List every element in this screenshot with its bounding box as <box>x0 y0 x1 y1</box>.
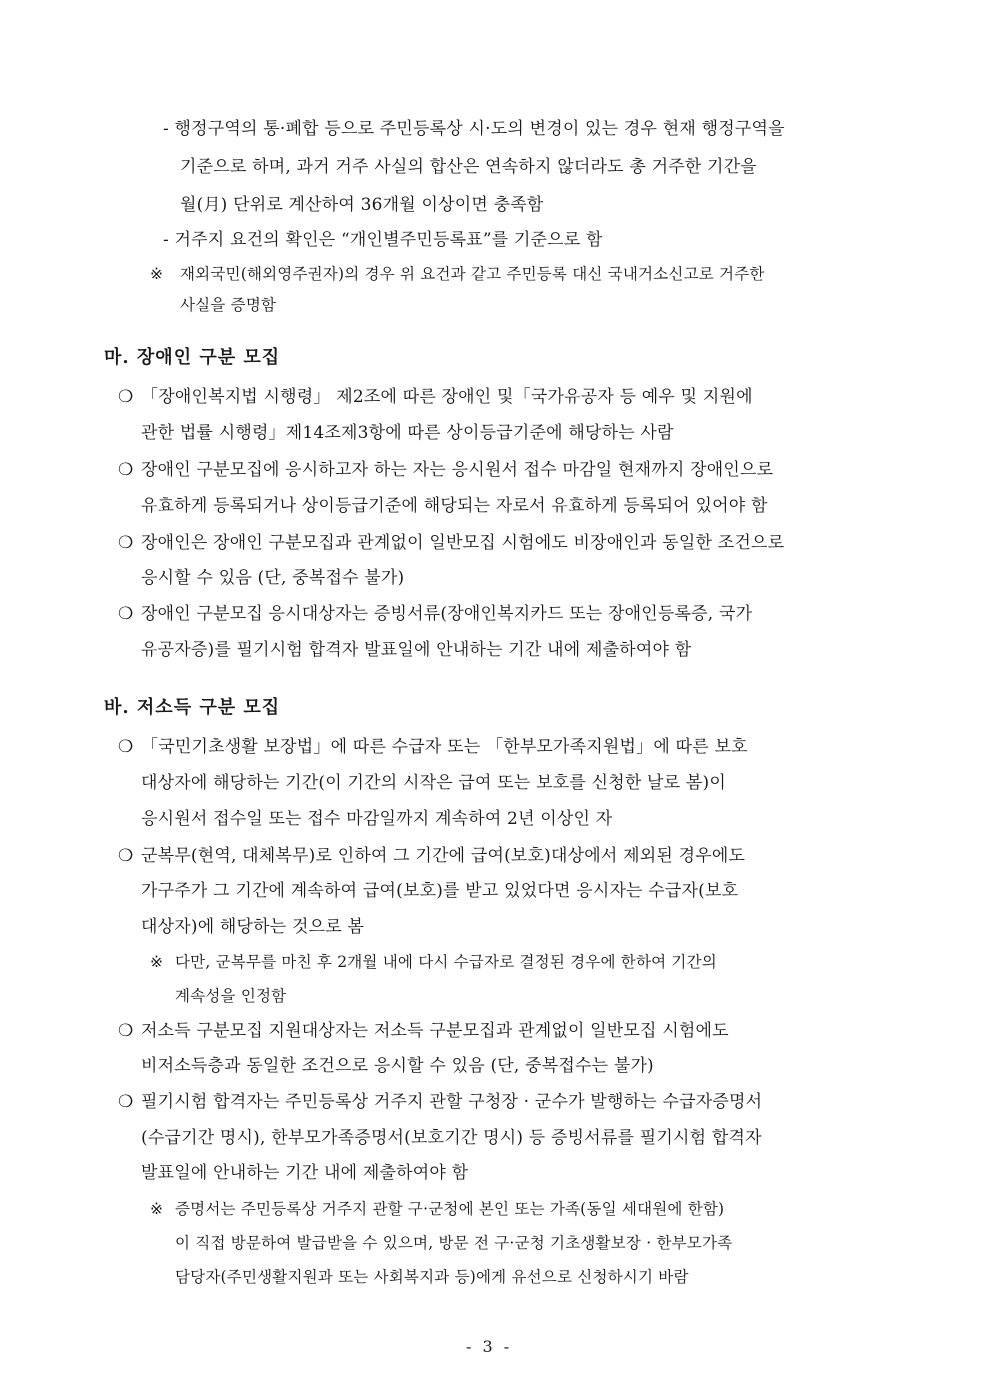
intro-line: 월(月) 단위로 계산하여 36개월 이상이면 충족함 <box>180 195 544 215</box>
intro-line: 기준으로 하며, 과거 거주 사실의 합산은 연속하지 않더라도 총 거주한 기간을 <box>180 157 757 177</box>
note-line: 계속성을 인정함 <box>175 987 287 1005</box>
note-symbol: ※ <box>150 265 164 283</box>
list-item-line: 「국민기초생활 보장법」에 따른 수급자 또는 「한부모가족지원법」에 따른 보호 <box>141 737 748 757</box>
bullet-icon: ❍ <box>118 1021 134 1041</box>
list-item-line: 응시할 수 있음 (단, 중복접수 불가) <box>141 568 405 588</box>
list-item-line: 군복무(현역, 대체복무)로 인하여 그 기간에 급여(보호)대상에서 제외된 경우에도 <box>141 846 746 866</box>
intro-line: - 거주지 요건의 확인은 “개인별주민등록표”를 기준으로 함 <box>163 230 603 250</box>
list-item-line: 유효하게 등록되거나 상이등급기준에 해당되는 자로서 유효하게 등록되어 있어야 함 <box>141 496 768 516</box>
bullet-icon: ❍ <box>118 604 134 624</box>
note-symbol: ※ <box>150 953 164 971</box>
list-item-line: 장애인 구분모집 응시대상자는 증빙서류(장애인복지카드 또는 장애인등록증, 국가 <box>141 604 753 624</box>
list-item-line: 장애인 구분모집에 응시하고자 하는 자는 응시원서 접수 마감일 현재까지 장애인으로 <box>141 460 774 480</box>
bullet-icon: ❍ <box>118 460 134 480</box>
list-item-line: (수급기간 명시), 한부모가족증명서(보호기간 명시) 등 증빙서류를 필기시험 합격자 <box>141 1128 762 1148</box>
list-item-line: 저소득 구분모집 지원대상자는 저소득 구분모집과 관계없이 일반모집 시험에도 <box>141 1021 729 1041</box>
page-number: - 3 - <box>466 1337 513 1356</box>
bullet-icon: ❍ <box>118 737 134 757</box>
list-item-line: 응시원서 접수일 또는 접수 마감일까지 계속하여 2년 이상인 자 <box>141 809 613 829</box>
note-line: 담당자(주민생활지원과 또는 사회복지과 등)에게 유선으로 신청하시기 바람 <box>175 1268 689 1286</box>
note-line: 증명서는 주민등록상 거주지 관할 구·군청에 본인 또는 가족(동일 세대원에 한함) <box>175 1200 725 1218</box>
section-heading: 마. 장애인 구분 모집 <box>104 347 281 368</box>
bullet-icon: ❍ <box>118 533 134 553</box>
list-item-line: 대상자)에 해당하는 것으로 봄 <box>141 917 365 937</box>
list-item-line: 관한 법률 시행령」제14조제3항에 따른 상이등급기준에 해당하는 사람 <box>141 423 674 443</box>
note-line: 사실을 증명함 <box>180 296 277 314</box>
intro-line: - 행정구역의 통·폐합 등으로 주민등록상 시·도의 변경이 있는 경우 현재 행정구역을 <box>163 119 785 139</box>
bullet-icon: ❍ <box>118 387 134 407</box>
list-item-line: 가구주가 그 기간에 계속하여 급여(보호)를 받고 있었다면 응시자는 수급자(보호 <box>141 881 739 901</box>
list-item-line: 장애인은 장애인 구분모집과 관계없이 일반모집 시험에도 비장애인과 동일한 조건으로 <box>141 533 785 553</box>
note-symbol: ※ <box>150 1200 164 1218</box>
note-line: 이 직접 방문하여 발급받을 수 있으며, 방문 전 구·군청 기초생활보장 · 한부모가족 <box>175 1234 733 1252</box>
list-item-line: 유공자증)를 필기시험 합격자 발표일에 안내하는 기간 내에 제출하여야 함 <box>141 640 692 660</box>
list-item-line: 「장애인복지법 시행령」 제2조에 따른 장애인 및「국가유공자 등 예우 및 지원에 <box>141 387 753 407</box>
bullet-icon: ❍ <box>118 846 134 866</box>
list-item-line: 발표일에 안내하는 기간 내에 제출하여야 함 <box>141 1163 469 1183</box>
list-item-line: 비저소득층과 동일한 조건으로 응시할 수 있음 (단, 중복접수는 불가) <box>141 1056 654 1076</box>
note-line: 다만, 군복무를 마친 후 2개월 내에 다시 수급자로 결정된 경우에 한하여 기간의 <box>175 953 717 971</box>
note-line: 재외국민(해외영주권자)의 경우 위 요건과 같고 주민등록 대신 국내거소신고로 거주한 <box>180 265 765 283</box>
section-heading: 바. 저소득 구분 모집 <box>104 697 281 718</box>
list-item-line: 필기시험 합격자는 주민등록상 거주지 관할 구청장 · 군수가 발행하는 수급자증명서 <box>141 1092 763 1112</box>
bullet-icon: ❍ <box>118 1092 134 1112</box>
list-item-line: 대상자에 해당하는 기간(이 기간의 시작은 급여 또는 보호를 신청한 날로 봄)이 <box>141 773 726 793</box>
